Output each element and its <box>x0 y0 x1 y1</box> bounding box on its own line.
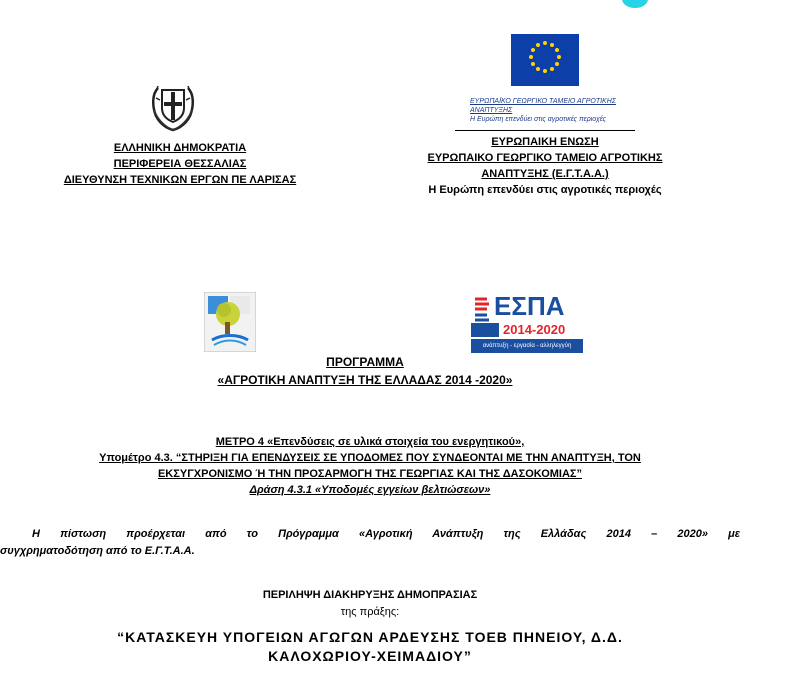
right-header-line3: ΑΝΑΠΤΥΞΗΣ (Ε.Γ.Τ.Α.Α.) <box>481 168 609 180</box>
left-header-line2: ΠΕΡΙΦΕΡΕΙΑ ΘΕΣΣΑΛΙΑΣ <box>113 158 247 170</box>
funding-line2: συγχρηματοδότηση από το Ε.Γ.Τ.Α.Α. <box>0 545 195 557</box>
espa-years: 2014-2020 <box>503 322 566 337</box>
right-header-line1: ΕΥΡΩΠΑΙΚΗ ΕΝΩΣΗ <box>491 136 599 148</box>
espa-tagline: ανάπτυξη - εργασία - αλληλεγγύη <box>482 343 572 349</box>
funding-line1: Η πίστωση προέρχεται από το Πρόγραμμα «Αγροτική Ανάπτυξη της Ελλάδας 2014 – 2020» με <box>32 528 740 540</box>
left-header <box>40 140 320 188</box>
right-header <box>380 134 710 198</box>
summary-line2: της πράξης: <box>340 606 400 618</box>
program-line2: «ΑΓΡΟΤΙΚΗ ΑΝΑΠΤΥΞΗ ΤΗΣ ΕΛΛΑΔΑΣ 2014 -2020» <box>217 373 513 387</box>
left-header-line1: ΕΛΛΗΝΙΚΗ ΔΗΜΟΚΡΑΤΙΑ <box>113 142 247 154</box>
rural-development-logo-icon <box>204 292 256 352</box>
right-header-line4: Η Ευρώπη επενδύει στις αγροτικές περιοχές <box>428 184 662 196</box>
project-title <box>40 628 700 666</box>
measure-line4: Δράση 4.3.1 «Υποδομές εγγείων βελτιώσεων» <box>249 484 491 496</box>
right-header-line2: ΕΥΡΩΠΑΙΚΟ ΓΕΩΡΓΙΚΟ ΤΑΜΕΙΟ ΑΓΡΟΤΙΚΗΣ <box>427 152 663 164</box>
header-divider <box>455 130 635 131</box>
funding-block <box>0 526 740 560</box>
measure-line2: Υπομέτρο 4.3. “ΣΤΗΡΙΞΗ ΓΙΑ ΕΠΕΝΔΥΣΕΙΣ ΣΕ ΥΠΟΔΟΜΕΣ ΠΟΥ ΣΥΝΔΕΟΝΤΑΙ ΜΕ ΤΗΝ ΑΝΑΠΤΥΞΗ, ΤΟΝ <box>99 452 641 464</box>
measure-block <box>20 434 720 498</box>
project-title-line1: “ΚΑΤΑΣΚΕΥΗ ΥΠΟΓΕΙΩΝ ΑΓΩΓΩΝ ΑΡΔΕΥΣΗΣ ΤΟΕΒ ΠΗΝΕΙΟΥ, Δ.Δ. <box>117 629 623 645</box>
summary-block <box>200 587 540 621</box>
measure-line3: ΕΚΣΥΓΧΡΟΝΙΣΜΟ Ή ΤΗΝ ΠΡΟΣΑΡΜΟΓΗ ΤΗΣ ΓΕΩΡΓΙΑΣ ΚΑΙ ΤΗΣ ΔΑΣΟΚΟΜΙΑΣ” <box>157 468 583 480</box>
greek-coat-of-arms-icon <box>148 80 198 134</box>
program-line1: ΠΡΟΓΡΑΜΜΑ <box>326 355 404 369</box>
project-title-line2: ΚΑΛΟΧΩΡΙΟΥ-ΧΕΙΜΑΔΙΟΥ” <box>268 648 472 664</box>
decorative-dot <box>622 0 648 8</box>
measure-line1: ΜΕΤΡΟ 4 «Επενδύσεις σε υλικά στοιχεία του ενεργητικού», <box>215 436 525 448</box>
espa-title: ΕΣΠΑ <box>494 291 565 321</box>
eu-logo-caption-line2: Η Ευρώπη επενδύει στις αγροτικές περιοχές <box>470 116 607 123</box>
left-header-line3: ΔΙΕΥΘΥΝΣΗ ΤΕΧΝΙΚΩΝ ΕΡΓΩΝ ΠΕ ΛΑΡΙΣΑΣ <box>63 174 297 186</box>
eu-logo-caption <box>470 97 630 124</box>
eu-logo-caption-line1: ΕΥΡΩΠΑΪΚΟ ΓΕΩΡΓΙΚΟ ΤΑΜΕΙΟ ΑΓΡΟΤΙΚΗΣ ΑΝΑΠΤΥΞΗΣ <box>470 98 616 114</box>
summary-line1: ΠΕΡΙΛΗΨΗ ΔΙΑΚΗΡΥΞΗΣ ΔΗΜΟΠΡΑΣΙΑΣ <box>262 589 478 601</box>
program-block <box>150 353 580 389</box>
eu-flag-icon <box>511 34 579 86</box>
